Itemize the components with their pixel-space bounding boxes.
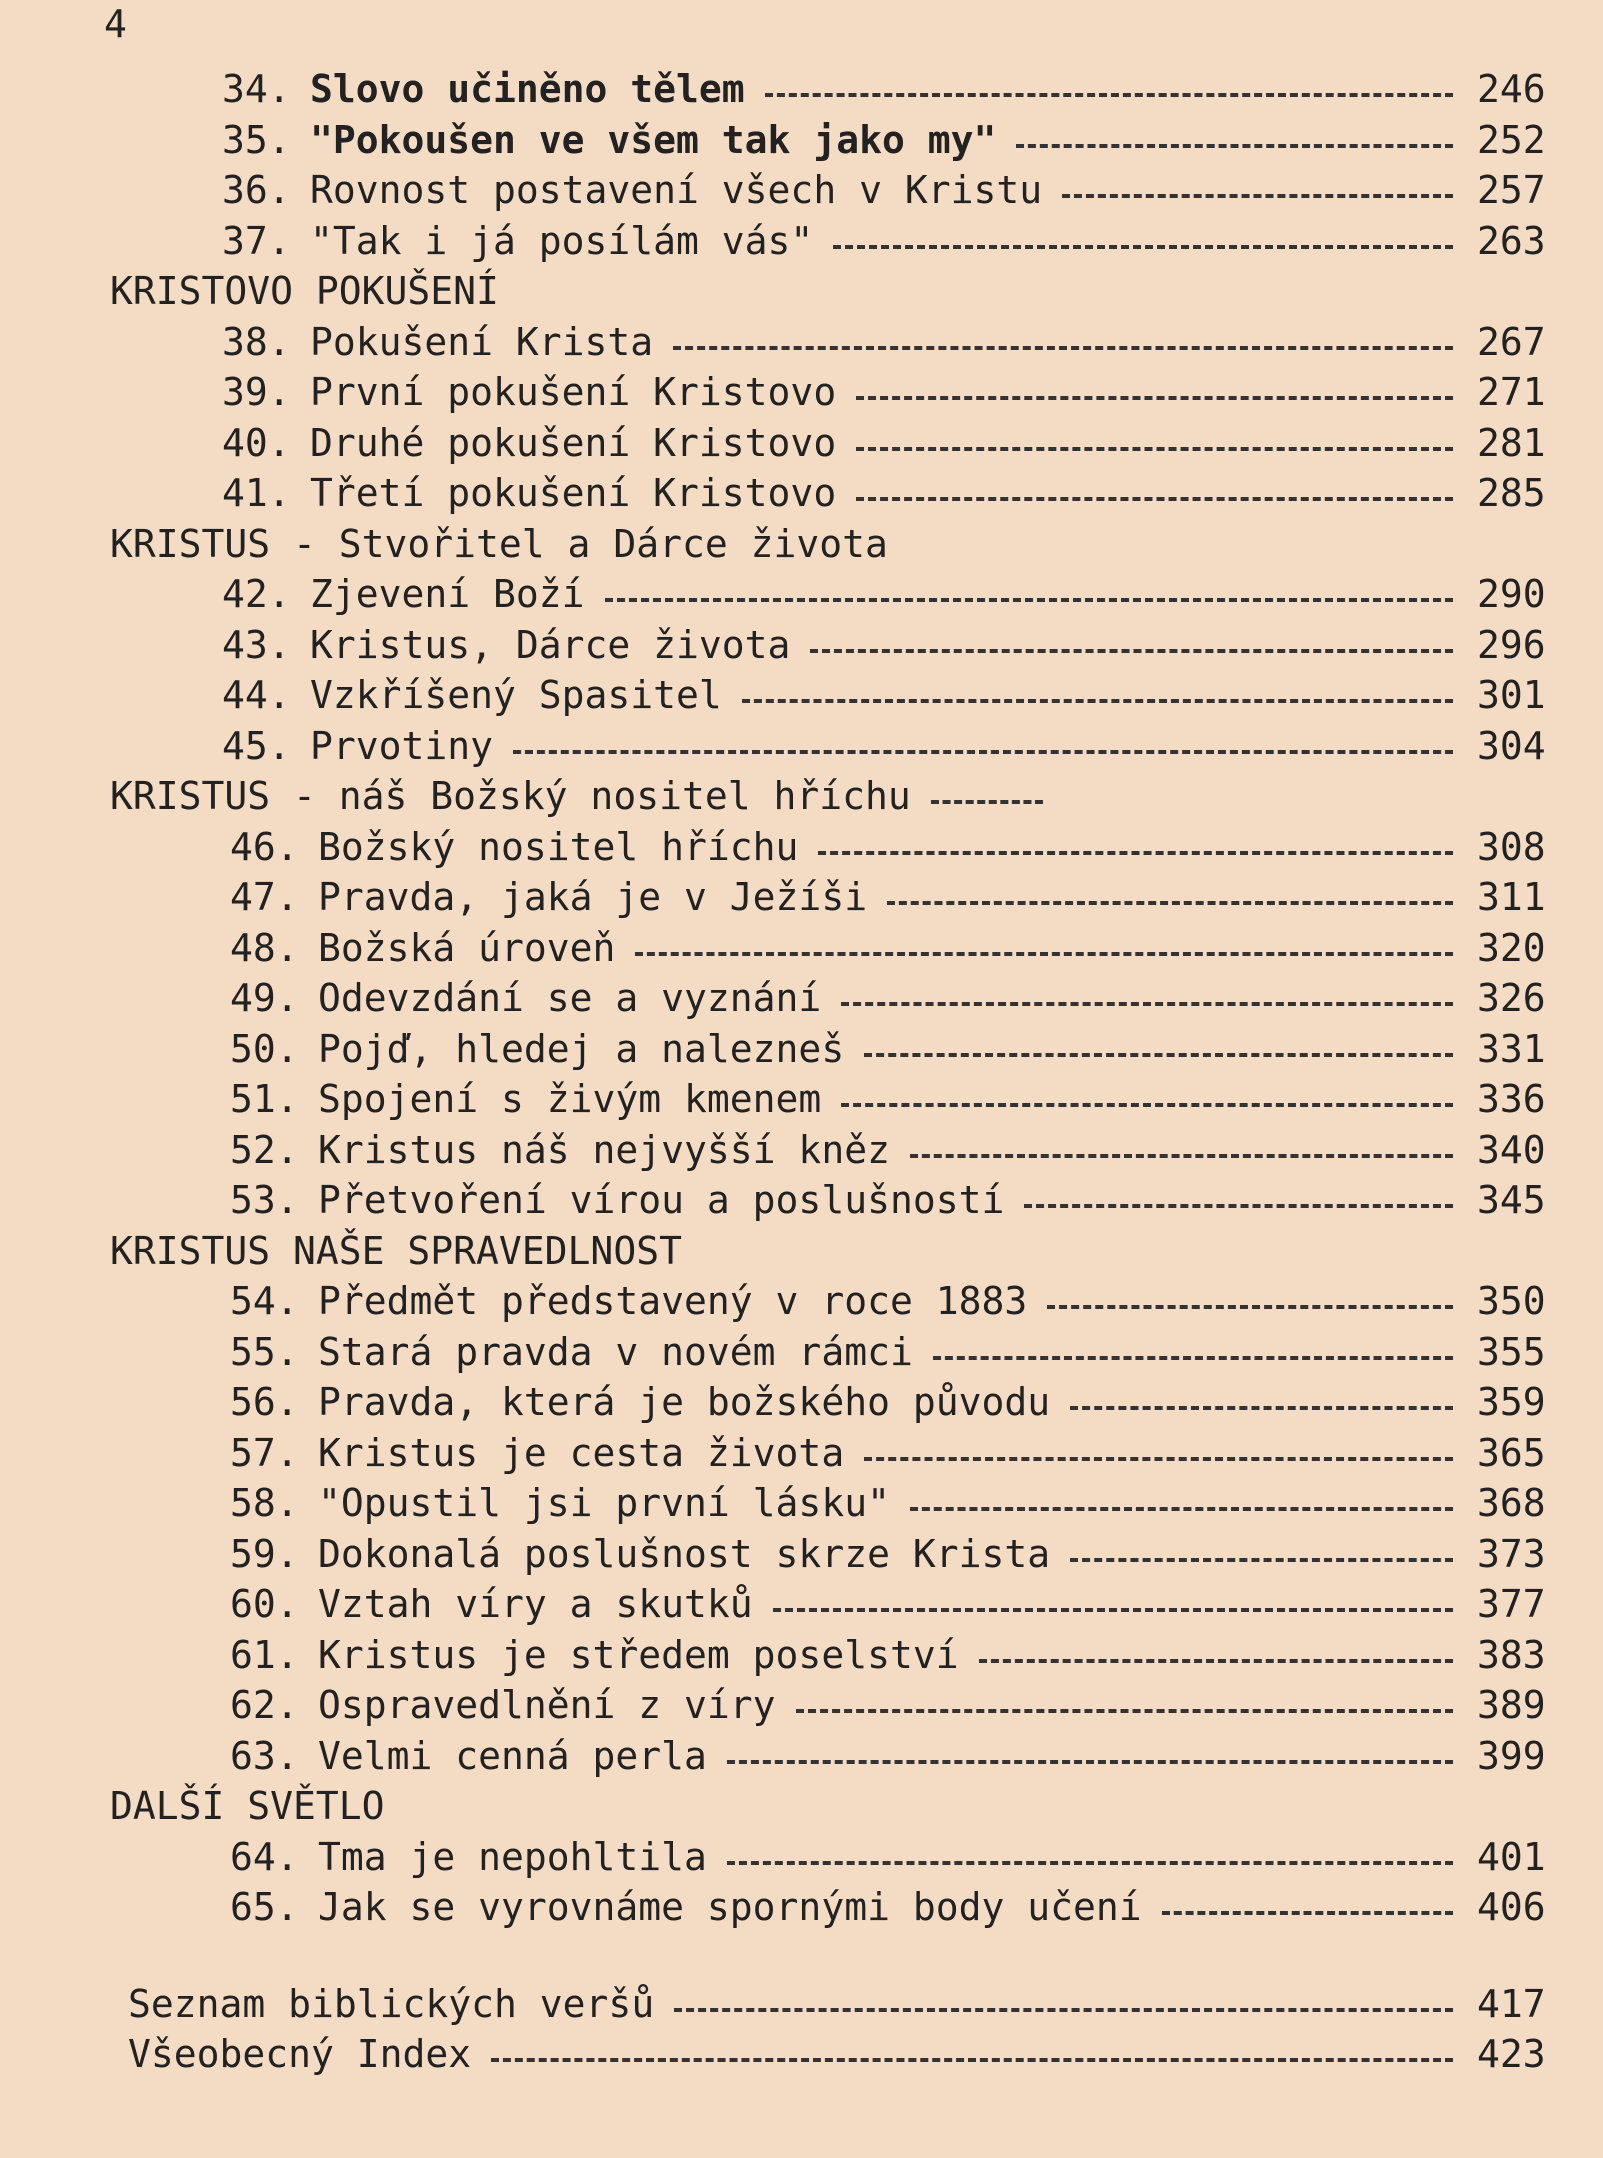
entry-number: 45.	[222, 723, 291, 768]
page-reference: 285	[1477, 471, 1546, 515]
toc-entry	[0, 418, 1603, 469]
entry-number: 51.	[230, 1077, 299, 1121]
page-reference: 308	[1477, 824, 1546, 869]
entry-title: Kristus je středem poselství	[318, 1632, 959, 1677]
entry-title: Pokušení Krista	[310, 319, 654, 364]
entry-title: Ospravedlnění z víry	[318, 1683, 776, 1727]
entry-number: 37.	[222, 218, 291, 263]
leader-dashes	[856, 447, 1453, 451]
leader-dashes	[933, 1356, 1453, 1360]
toc-entry	[0, 1428, 1603, 1479]
page-reference: 373	[1477, 1531, 1546, 1576]
leader-dashes	[841, 1103, 1453, 1107]
leader-dashes	[513, 750, 1453, 754]
entry-title: Tma je nepohltila	[318, 1834, 707, 1879]
table-of-contents	[0, 64, 1603, 2080]
section-heading	[0, 1226, 1603, 1277]
leader-dashes	[674, 2008, 1453, 2012]
section-title: DALŠÍ SVĚTLO	[110, 1784, 385, 1828]
leader-dashes	[864, 1053, 1453, 1057]
leader-dashes	[856, 396, 1453, 400]
page-reference: 281	[1477, 420, 1546, 465]
entry-number: 53.	[230, 1178, 299, 1222]
page-reference: 401	[1477, 1834, 1546, 1879]
toc-entry	[0, 1680, 1603, 1731]
toc-entry	[0, 1529, 1603, 1580]
leader-dashes	[773, 1608, 1453, 1612]
entry-title: Vzkříšený Spasitel	[310, 673, 722, 717]
entry-number: 65.	[230, 1885, 299, 1929]
spacer	[0, 1933, 1603, 1979]
leader-dashes	[1024, 1204, 1453, 1208]
toc-entry	[0, 1074, 1603, 1125]
page-reference: 271	[1477, 370, 1546, 414]
page-reference: 417	[1477, 1981, 1546, 2026]
entry-number: 40.	[222, 420, 291, 465]
entry-number: 44.	[222, 673, 291, 717]
page-reference: 399	[1477, 1733, 1546, 1778]
toc-entry	[0, 1175, 1603, 1226]
entry-number: 52.	[230, 1127, 299, 1172]
entry-number: 35.	[222, 117, 291, 162]
entry-number: 61.	[230, 1632, 299, 1677]
entry-number: 47.	[230, 875, 299, 919]
page-reference: 383	[1477, 1632, 1546, 1677]
leader-dashes	[887, 901, 1453, 905]
section-heading	[0, 266, 1603, 317]
toc-entry	[0, 1882, 1603, 1933]
entry-number: 64.	[230, 1834, 299, 1879]
entry-title: Stará pravda v novém rámci	[318, 1329, 913, 1374]
toc-entry	[0, 468, 1603, 519]
page-reference: 290	[1477, 572, 1546, 616]
entry-title: Předmět představený v roce 1883	[318, 1279, 1028, 1323]
page-reference: 423	[1477, 2032, 1546, 2076]
page-reference: 301	[1477, 673, 1546, 717]
page-reference: 336	[1477, 1077, 1546, 1121]
leader-dashes	[742, 699, 1453, 703]
toc-entry	[0, 1327, 1603, 1378]
entry-number: 63.	[230, 1733, 299, 1778]
entry-title: Třetí pokušení Kristovo	[310, 471, 837, 515]
toc-appendix-entry	[0, 2029, 1603, 2080]
leader-dashes	[818, 851, 1453, 855]
page-reference: 340	[1477, 1127, 1546, 1172]
entry-title: Vztah víry a skutků	[318, 1582, 753, 1626]
toc-entry	[0, 115, 1603, 166]
toc-entry	[0, 317, 1603, 368]
entry-title: Prvotiny	[310, 723, 494, 768]
toc-entry	[0, 569, 1603, 620]
entry-title: Spojení s živým kmenem	[318, 1077, 822, 1121]
page-reference: 320	[1477, 925, 1546, 970]
page-reference: 389	[1477, 1683, 1546, 1727]
leader-dashes	[864, 1457, 1453, 1461]
leader-dashes	[979, 1659, 1453, 1663]
toc-entry	[0, 165, 1603, 216]
page-reference: 326	[1477, 976, 1546, 1020]
toc-entry	[0, 620, 1603, 671]
page-reference: 267	[1477, 319, 1546, 364]
leader-dashes	[810, 649, 1453, 653]
page-reference: 355	[1477, 1329, 1546, 1374]
toc-entry	[0, 1832, 1603, 1883]
toc-entry	[0, 1125, 1603, 1176]
entry-number: 49.	[230, 976, 299, 1020]
page-reference: 368	[1477, 1481, 1546, 1525]
page-reference: 257	[1477, 168, 1546, 212]
toc-entry	[0, 1276, 1603, 1327]
toc-entry	[0, 872, 1603, 923]
leader-dashes	[1047, 1305, 1453, 1309]
page-reference: 263	[1477, 218, 1546, 263]
entry-title: Zjevení Boží	[310, 572, 585, 616]
entry-title: Seznam biblických veršů	[128, 1981, 655, 2026]
entry-title: Jak se vyrovnáme spornými body učení	[318, 1885, 1142, 1929]
page-reference: 377	[1477, 1582, 1546, 1626]
entry-title: Slovo učiněno tělem	[310, 67, 745, 111]
entry-number: 36.	[222, 168, 291, 212]
toc-entry	[0, 1731, 1603, 1782]
leader-dashes	[833, 245, 1453, 249]
leader-dashes	[910, 1507, 1453, 1511]
leader-dashes	[605, 598, 1453, 602]
toc-entry	[0, 1630, 1603, 1681]
entry-title: Odevzdání se a vyznání	[318, 976, 822, 1020]
leader-dashes	[1070, 1558, 1453, 1562]
section-heading	[0, 519, 1603, 570]
toc-entry	[0, 1024, 1603, 1075]
entry-number: 62.	[230, 1683, 299, 1727]
entry-title: Pravda, která je božského původu	[318, 1380, 1051, 1424]
page-reference: 365	[1477, 1430, 1546, 1475]
toc-entry	[0, 64, 1603, 115]
page-reference: 359	[1477, 1380, 1546, 1424]
leader-dashes	[1016, 144, 1453, 148]
section-title: KRISTUS - Stvořitel a Dárce života	[110, 521, 888, 566]
entry-number: 58.	[230, 1481, 299, 1525]
entry-number: 34.	[222, 67, 291, 111]
leader-dashes	[856, 497, 1453, 501]
leader-dashes	[910, 1154, 1453, 1158]
page-reference: 331	[1477, 1026, 1546, 1071]
leader-dashes	[491, 2058, 1453, 2062]
section-heading	[0, 1781, 1603, 1832]
page-reference: 252	[1477, 117, 1546, 162]
entry-number: 43.	[222, 622, 291, 667]
entry-number: 59.	[230, 1531, 299, 1576]
leader-dashes	[727, 1760, 1453, 1764]
entry-number: 39.	[222, 370, 291, 414]
toc-entry	[0, 670, 1603, 721]
entry-title: První pokušení Kristovo	[310, 370, 837, 414]
entry-title: Přetvoření vírou a poslušností	[318, 1178, 1005, 1222]
entry-title: Božská úroveň	[318, 925, 616, 970]
page-reference: 246	[1477, 67, 1546, 111]
leader-dashes	[635, 952, 1453, 956]
section-heading	[0, 771, 1603, 822]
leader-dashes	[1062, 194, 1453, 198]
entry-title: Rovnost postavení všech v Kristu	[310, 168, 1043, 212]
page-number: 4	[104, 2, 127, 46]
toc-entry	[0, 1377, 1603, 1428]
entry-number: 48.	[230, 925, 299, 970]
page-reference: 350	[1477, 1279, 1546, 1323]
toc-entry	[0, 721, 1603, 772]
entry-title: "Opustil jsi první lásku"	[318, 1481, 890, 1525]
toc-entry	[0, 216, 1603, 267]
page-reference: 311	[1477, 875, 1546, 919]
entry-number: 57.	[230, 1430, 299, 1475]
leader-dashes	[1162, 1911, 1453, 1915]
page-reference: 406	[1477, 1885, 1546, 1929]
toc-entry	[0, 1579, 1603, 1630]
entry-number: 60.	[230, 1582, 299, 1626]
entry-title: Božský nositel hříchu	[318, 824, 799, 869]
toc-entry	[0, 923, 1603, 974]
leader-dashes	[727, 1861, 1453, 1865]
toc-entry	[0, 1478, 1603, 1529]
entry-number: 50.	[230, 1026, 299, 1071]
leader-dashes	[765, 93, 1453, 97]
entry-title: Kristus náš nejvyšší kněz	[318, 1127, 890, 1172]
page-reference: 304	[1477, 723, 1546, 768]
entry-title: "Pokoušen ve všem tak jako my"	[310, 117, 997, 162]
entry-number: 41.	[222, 471, 291, 515]
page-reference: 345	[1477, 1178, 1546, 1222]
entry-title: Pravda, jaká je v Ježíši	[318, 875, 868, 919]
leader-dashes	[796, 1709, 1453, 1713]
entry-number: 46.	[230, 824, 299, 869]
entry-number: 55.	[230, 1329, 299, 1374]
section-title: KRISTUS NAŠE SPRAVEDLNOST	[110, 1228, 682, 1273]
toc-entry	[0, 822, 1603, 873]
entry-title: Pojď, hledej a nalezneš	[318, 1026, 845, 1071]
leader-dashes	[1070, 1406, 1453, 1410]
leader-dashes	[841, 1002, 1453, 1006]
entry-title: "Tak i já posílám vás"	[310, 218, 814, 263]
toc-entry	[0, 367, 1603, 418]
entry-title: Druhé pokušení Kristovo	[310, 420, 837, 465]
toc-entry	[0, 973, 1603, 1024]
entry-number: 54.	[230, 1279, 299, 1323]
section-title: KRISTUS - náš Božský nositel hříchu	[110, 774, 911, 818]
entry-title: Velmi cenná perla	[318, 1733, 707, 1778]
entry-title: Všeobecný Index	[128, 2032, 472, 2076]
entry-number: 56.	[230, 1380, 299, 1424]
leader-dashes	[931, 800, 1043, 804]
page-reference: 296	[1477, 622, 1546, 667]
entry-title: Kristus je cesta života	[318, 1430, 845, 1475]
leader-dashes	[673, 346, 1453, 350]
entry-title: Kristus, Dárce života	[310, 622, 791, 667]
entry-title: Dokonalá poslušnost skrze Krista	[318, 1531, 1051, 1576]
toc-appendix-entry	[0, 1979, 1603, 2030]
entry-number: 38.	[222, 319, 291, 364]
entry-number: 42.	[222, 572, 291, 616]
section-title: KRISTOVO POKUŠENÍ	[110, 269, 499, 313]
